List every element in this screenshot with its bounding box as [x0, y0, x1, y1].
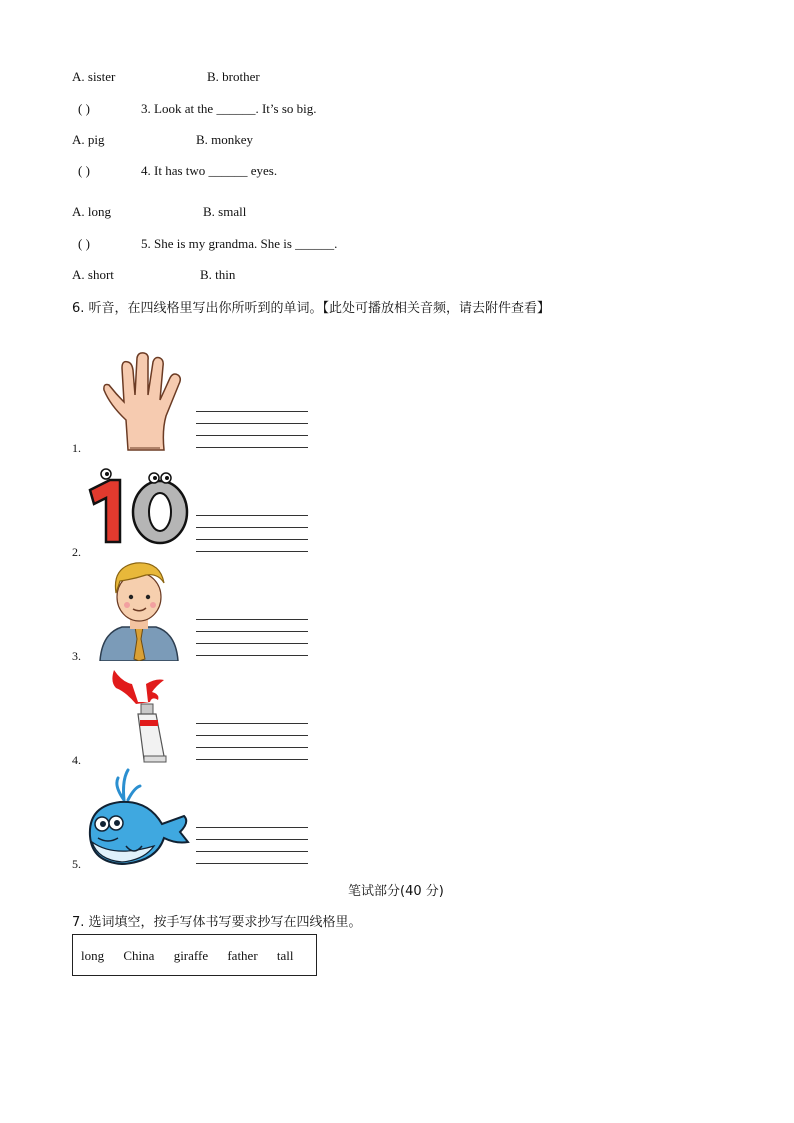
item-number: 2. [72, 545, 81, 559]
question-4-text: 4. It has two ______ eyes. [141, 163, 278, 178]
man-icon [98, 559, 180, 661]
item-number: 4. [72, 753, 81, 767]
number-ten-icon [84, 468, 192, 546]
word-bank-item: China [123, 948, 155, 963]
question-6-title: 6. 听音，在四线格里写出你所听到的单词。【此处可播放相关音频，请去附件查看】 [72, 301, 551, 316]
answer-paren: ( ) [78, 101, 90, 116]
word-bank [72, 934, 317, 976]
option-b: B. thin [200, 267, 236, 282]
red-paint-tube-icon [108, 662, 172, 764]
whale-icon [84, 766, 192, 868]
option-a: A. short [72, 267, 114, 282]
four-line-grid[interactable] [196, 827, 308, 875]
question-5-text: 5. She is my grandma. She is ______. [141, 236, 338, 251]
option-b: B. brother [207, 69, 260, 84]
word-bank-item: tall [276, 948, 294, 963]
question-3-text: 3. Look at the ______. It’s so big. [141, 101, 317, 116]
answer-paren: ( ) [78, 236, 90, 251]
option-a: A. long [72, 204, 111, 219]
option-a: A. pig [72, 132, 105, 147]
item-number: 3. [72, 649, 81, 663]
item-number: 1. [72, 441, 81, 455]
four-line-grid[interactable] [196, 411, 308, 459]
word-bank-item: father [227, 948, 258, 963]
item-number: 5. [72, 857, 81, 871]
four-line-grid[interactable] [196, 619, 308, 667]
option-b: B. monkey [196, 132, 254, 147]
option-a: A. sister [72, 69, 116, 84]
four-line-grid[interactable] [196, 723, 308, 771]
question-7-title: 7. 选词填空，按手写体书写要求抄写在四线格里。 [72, 915, 362, 930]
word-bank-item: long [81, 948, 105, 963]
word-bank-item: giraffe [173, 948, 209, 963]
option-b: B. small [203, 204, 247, 219]
section-title: 笔试部分(40 分) [348, 884, 444, 899]
hand-icon [100, 350, 190, 454]
answer-paren: ( ) [78, 163, 90, 178]
four-line-grid[interactable] [196, 515, 308, 563]
